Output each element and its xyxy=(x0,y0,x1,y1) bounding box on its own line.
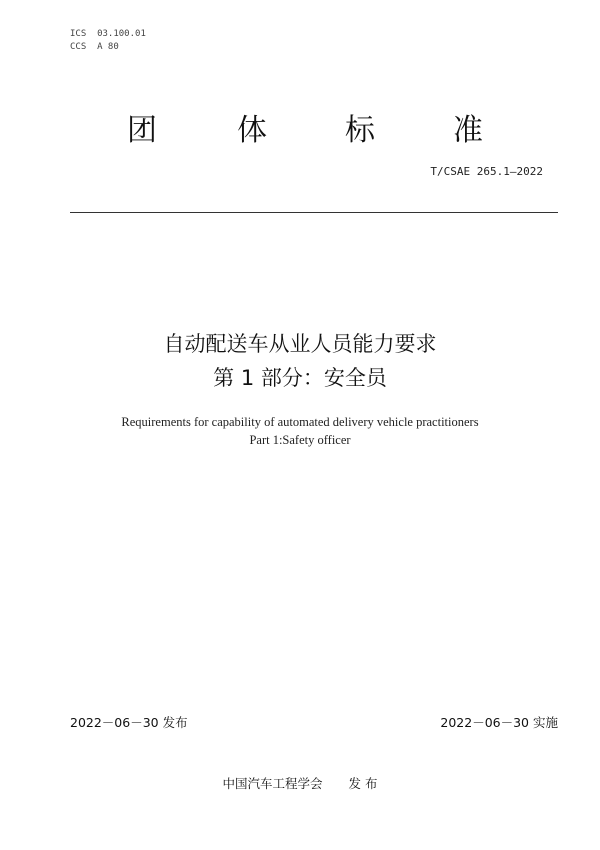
publisher-name: 中国汽车工程学会 xyxy=(222,776,323,791)
header-divider xyxy=(70,212,558,213)
classification-codes xyxy=(70,28,146,54)
english-title-line-1: Requirements for capability of automated delivery vehicle practitioners xyxy=(121,415,479,429)
ccs-code: CCS A 80 xyxy=(70,42,119,52)
standard-type-char: 团 xyxy=(127,113,157,148)
standard-type-char: 准 xyxy=(453,113,483,148)
ics-code: ICS 03.100.01 xyxy=(70,29,146,39)
implementation-date: 2022－06－30 实施 xyxy=(440,715,558,730)
english-title-line-2: Part 1:Safety officer xyxy=(249,433,351,447)
issue-date: 2022－06－30 发布 xyxy=(70,715,188,730)
standard-number: T/CSAE 265.1—2022 xyxy=(430,165,543,178)
chinese-title-line-2: 第 1 部分：安全员 xyxy=(213,366,387,390)
standard-type-heading xyxy=(0,110,600,152)
chinese-title-line-1: 自动配送车从业人员能力要求 xyxy=(163,332,437,356)
standard-type-char: 标 xyxy=(345,113,375,148)
standard-type-char: 体 xyxy=(237,113,267,148)
publisher-line xyxy=(0,776,600,792)
publish-action: 发 布 xyxy=(348,776,378,791)
